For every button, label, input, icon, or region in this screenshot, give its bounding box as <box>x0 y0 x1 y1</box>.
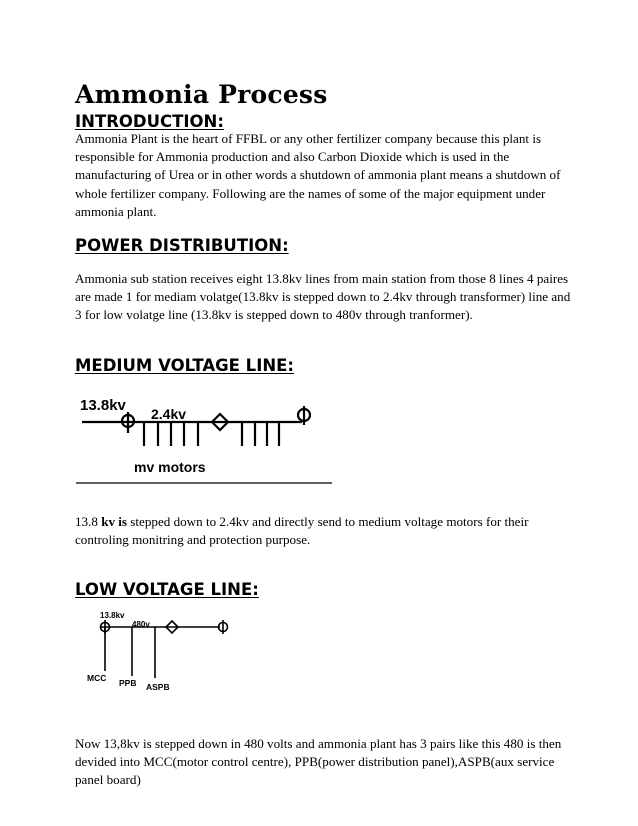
power-distribution-heading: POWER DISTRIBUTION: <box>75 236 289 255</box>
lv-mcc-label: MCC <box>87 673 107 683</box>
medium-voltage-heading: MEDIUM VOLTAGE LINE: <box>75 356 295 375</box>
mv-output-label: 2.4kv <box>151 406 187 422</box>
document-title: Ammonia Process <box>75 80 328 109</box>
medium-voltage-diagram <box>70 390 340 485</box>
mv-motors-label: mv motors <box>134 459 206 475</box>
low-voltage-paragraph: Now 13,8kv is stepped down in 480 volts and ammonia plant has 3 pairs like this 480 is then devided into MCC(motor control centre), PPB(power distribution panel),ASPB(aux service panel board) <box>75 736 562 788</box>
introduction-paragraph: Ammonia Plant is the heart of FFBL or any other fertilizer company because this plant is responsible for Ammonia production and also Carbon Dioxide which is used in the manufacturing of Urea or in other words a shutdown of ammonia plant means a shutdown of whole fertilizer company. Following are the names of some of the major equipment under ammonia plant. <box>75 131 561 219</box>
lv-aspb-label: ASPB <box>146 682 170 692</box>
lv-input-label: 13.8kv <box>100 611 125 620</box>
power-distribution-paragraph: Ammonia sub station receives eight 13.8kv lines from main station from those 8 lines 4 paires are made 1 for mediam volatge(13.8kv is stepped down to 2.4kv through transformer) line and 3 for low volatge line (13.8kv is stepped down to 480v through tranformer). <box>75 271 571 323</box>
lv-output-label: 480v <box>132 620 150 629</box>
introduction-heading: INTRODUCTION: <box>75 112 224 131</box>
mv-motor-feeders <box>144 422 279 446</box>
lv-ppb-label: PPB <box>119 678 137 688</box>
low-voltage-heading: LOW VOLTAGE LINE: <box>75 580 259 599</box>
mv-input-label: 13.8kv <box>80 397 126 414</box>
medium-voltage-paragraph: 13.8 kv is stepped down to 2.4kv and directly send to medium voltage motors for their controling monitring and protection purpose. <box>75 514 529 548</box>
low-voltage-diagram <box>80 608 240 696</box>
